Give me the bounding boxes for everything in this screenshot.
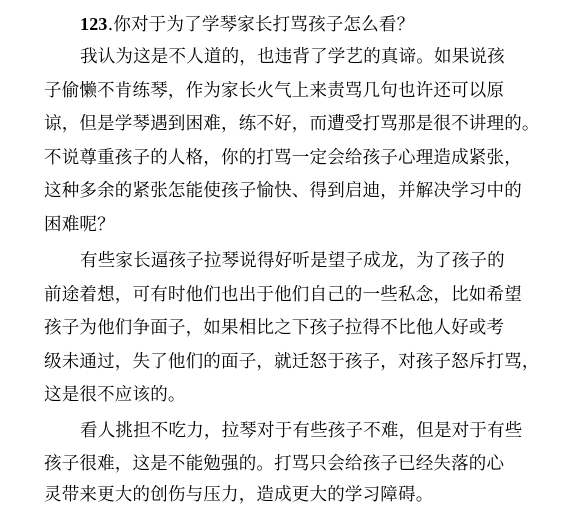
paragraph-3-line-2: 孩子很难，这是不能勉强的。打骂只会给孩子已经失落的心 — [44, 454, 505, 474]
paragraph-1-line-2: 子偷懒不肯练琴，作为家长火气上来责骂几句也许还可以原 — [44, 81, 505, 101]
paragraph-1-line-3: 谅，但是学琴遇到困难，练不好，而遭受打骂那是很不讲理的。 — [44, 114, 540, 134]
question-number: 123 — [80, 14, 108, 34]
question-heading — [80, 13, 414, 36]
paragraph-2-line-1: 有些家长逼孩子拉琴说得好听是望子成龙，为了孩子的 — [80, 251, 505, 271]
question-text: 你对于为了学琴家长打骂孩子怎么看？ — [113, 15, 415, 35]
question-separator: . — [107, 15, 114, 35]
paragraph-1-line-5: 这种多余的紧张怎能使孩子愉快、得到启迪，并解决学习中的 — [44, 181, 522, 201]
paragraph-2-line-4: 级未通过，失了他们的面子，就迁怒于孩子，对孩子怒斥打骂， — [44, 352, 540, 372]
paragraph-3-line-3: 灵带来更大的创伤与压力，造成更大的学习障碍。 — [44, 485, 434, 505]
paragraph-1-line-4: 不说尊重孩子的人格，你的打骂一定会给孩子心理造成紧张， — [44, 148, 522, 168]
paragraph-2-line-2: 前途着想，可有时他们也出于他们自己的一些私念，比如希望 — [44, 285, 522, 305]
paragraph-1-line-6: 困难呢？ — [44, 215, 115, 235]
paragraph-1-line-1: 我认为这是不人道的，也违背了学艺的真谛。如果说孩 — [80, 47, 505, 67]
paragraph-3-line-1: 看人挑担不吃力，拉琴对于有些孩子不难，但是对于有些 — [80, 421, 523, 441]
paragraph-2-line-3: 孩子为他们争面子，如果相比之下孩子拉得不比他人好或考 — [44, 318, 505, 338]
paragraph-2-line-5: 这是很不应该的。 — [44, 385, 186, 405]
